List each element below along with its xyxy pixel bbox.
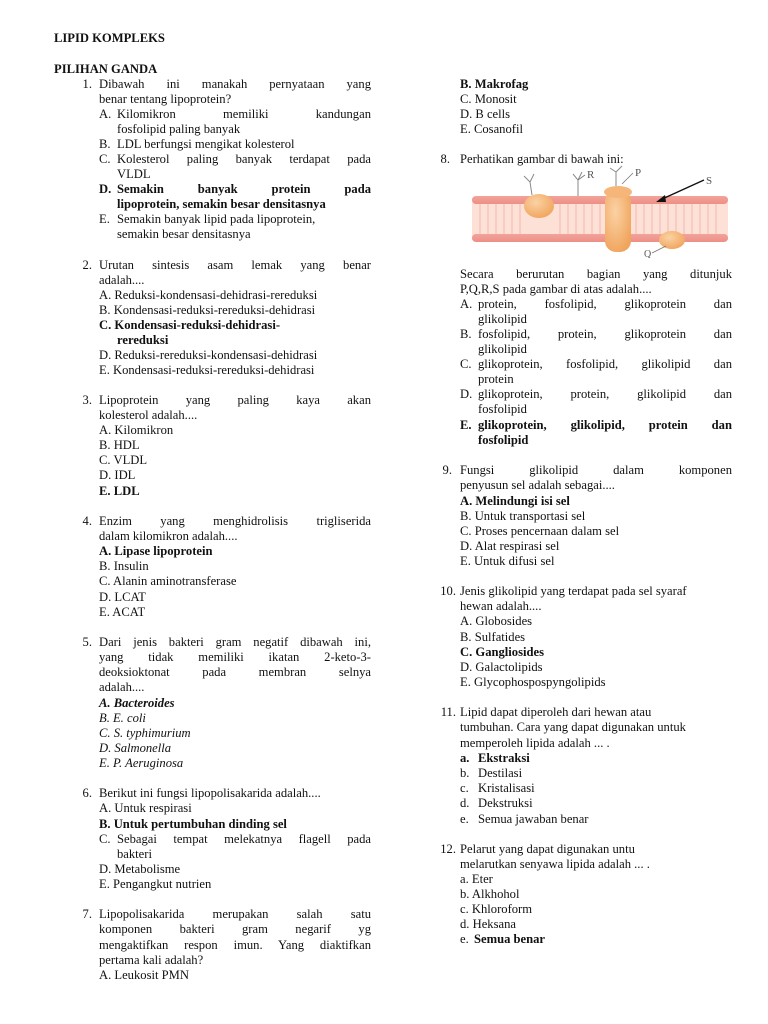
option-text: protein, fosfolipid, glikoprotein dan <box>478 297 732 311</box>
question-number: 7. <box>82 907 92 921</box>
option-e: E. Glycophospospyngolipids <box>460 675 606 689</box>
option-a: A. Melindungi isi sel <box>460 494 570 508</box>
figure-label-s: S <box>706 175 713 187</box>
option-d: D. Reduksi-rereduksi-kondensasi-dehidrasi <box>99 348 318 362</box>
option-a: A. Kilomikron <box>99 423 174 437</box>
question-text: Enzim yang menghidrolisis trigliserida <box>99 514 371 528</box>
option-letter: E. <box>99 212 110 226</box>
option-text: glikolipid <box>478 312 527 326</box>
option-a: A. Bacteroides <box>99 696 175 710</box>
option-e: E. Cosanofil <box>460 122 523 136</box>
option-letter: C. <box>99 152 111 166</box>
question-text: Lipopolisakarida merupakan salah satu <box>99 907 371 921</box>
option-letter-e: e. <box>460 932 469 946</box>
question-text: benar tentang lipoprotein? <box>99 92 232 106</box>
question-text: adalah.... <box>99 273 145 287</box>
question-text: Lipid dapat diperoleh dari hewan atau <box>460 705 652 719</box>
option-text: fosfolipid, protein, glikoprotein dan <box>478 327 732 341</box>
option-text: Kilomikron memiliki kandungan <box>117 107 371 121</box>
option-e: Semua benar <box>474 932 546 946</box>
option-letter: E. <box>460 418 472 432</box>
question-number: 1. <box>82 77 92 91</box>
question-text: Berikut ini fungsi lipopolisakarida adalah.... <box>99 786 321 800</box>
question-text: kolesterol adalah.... <box>99 408 198 422</box>
option-e: E. ACAT <box>99 605 146 619</box>
question-number: 10. <box>440 584 456 598</box>
option-d: d. Heksana <box>460 917 516 931</box>
page-title: LIPID KOMPLEKS <box>54 31 165 45</box>
question-text: memperoleh lipida adalah ... . <box>460 736 610 750</box>
option-c: C. Gangliosides <box>460 645 544 659</box>
question-text: Secara berurutan bagian yang ditunjuk <box>460 267 732 281</box>
option-b: b. Alkhohol <box>460 887 520 901</box>
section-heading: PILIHAN GANDA <box>54 62 158 76</box>
option-e: E. P. Aeruginosa <box>99 756 184 770</box>
option-letter-c: c. <box>460 781 469 795</box>
option-d: D. Metabolisme <box>99 862 181 876</box>
option-a: A. Leukosit PMN <box>99 968 189 982</box>
question-text: dalam kilomikron adalah.... <box>99 529 238 543</box>
option-text: LDL berfungsi mengikat kolesterol <box>117 137 295 151</box>
question-number: 6. <box>82 786 92 800</box>
option-a: Ekstraksi <box>478 751 530 765</box>
option-text: fosfolipid <box>478 433 529 447</box>
peripheral-protein-left <box>524 194 554 218</box>
integral-protein-top <box>604 186 632 198</box>
option-letter: B. <box>99 137 111 151</box>
option-b: B. Kondensasi-reduksi-rereduksi-dehidrasi <box>99 303 316 317</box>
cell-membrane-figure <box>470 164 730 258</box>
option-text: glikolipid <box>478 342 527 356</box>
figure-label-q: Q <box>644 249 652 258</box>
option-b: B. Insulin <box>99 559 149 573</box>
option-d: D. B cells <box>460 107 511 121</box>
option-text: fosfolipid paling banyak <box>117 122 241 136</box>
option-text: lipoprotein, semakin besar densitasnya <box>117 197 326 211</box>
option-d: D. Alat respirasi sel <box>460 539 560 553</box>
option-text: Sebagai tempat melekatnya flagell pada <box>117 832 371 846</box>
question-number: 3. <box>82 393 92 407</box>
option-d: D. Salmonella <box>99 741 172 755</box>
option-c: C. Proses pencernaan dalam sel <box>460 524 620 538</box>
option-e: E. Pengangkut nutrien <box>99 877 212 891</box>
question-text: melarutkan senyawa lipida adalah ... . <box>460 857 650 871</box>
option-d: D. Galactolipids <box>460 660 543 674</box>
option-text: Semakin banyak protein pada <box>117 182 371 196</box>
question-number: 5. <box>82 635 92 649</box>
option-c: C. Alanin aminotransferase <box>99 574 237 588</box>
option-letter: D. <box>99 182 112 196</box>
option-text: protein <box>478 372 514 386</box>
question-text: Jenis glikolipid yang terdapat pada sel syaraf <box>460 584 687 598</box>
option-letter: C. <box>99 832 111 846</box>
question-text: Dibawah ini manakah pernyataan yang <box>99 77 371 91</box>
option-b: B. HDL <box>99 438 140 452</box>
question-number: 8. <box>440 152 450 166</box>
question-text: pertama kali adalah? <box>99 953 204 967</box>
question-text: komponen bakteri gram negarif yg <box>99 922 371 936</box>
option-a: A. Lipase lipoprotein <box>99 544 213 558</box>
option-d: D. LCAT <box>99 590 146 604</box>
option-text: glikoprotein, glikolipid, protein dan <box>478 418 732 432</box>
option-b: Destilasi <box>478 766 523 780</box>
option-c: C. S. typhimurium <box>99 726 191 740</box>
question-text: Dari jenis bakteri gram negatif dibawah ini, <box>99 635 371 649</box>
peripheral-protein-bottom <box>659 231 685 249</box>
option-letter-e: e. <box>460 812 469 826</box>
question-number: 9. <box>442 463 452 477</box>
phospholipid-heads-top <box>472 196 728 204</box>
option-e: E. Kondensasi-reduksi-rereduksi-dehidrasi <box>99 363 315 377</box>
figure-label-r: R <box>587 169 595 181</box>
option-b: B. Sulfatides <box>460 630 526 644</box>
figure-label-p: P <box>635 167 642 179</box>
option-e: E. LDL <box>99 484 140 498</box>
question-text: Urutan sintesis asam lemak yang benar <box>99 258 371 272</box>
option-c: c. Khloroform <box>460 902 533 916</box>
option-e: E. Untuk difusi sel <box>460 554 555 568</box>
option-b: B. Makrofag <box>460 77 529 91</box>
option-letter: D. <box>460 387 473 401</box>
phospholipid-heads-bottom <box>472 234 728 242</box>
option-a: A. Reduksi-kondensasi-dehidrasi-rereduksi <box>99 288 318 302</box>
option-e: Semua jawaban benar <box>478 812 589 826</box>
option-text: fosfolipid <box>478 402 527 416</box>
option-text: glikoprotein, fosfolipid, glikolipid dan <box>478 357 732 371</box>
question-text: Pelarut yang dapat digunakan untu <box>460 842 635 856</box>
option-a: a. Eter <box>460 872 493 886</box>
question-text: tumbuhan. Cara yang dapat digunakan untuk <box>460 720 686 734</box>
question-text: mengaktifkan respon imun. Yang diaktifkan <box>99 938 371 952</box>
question-number: 2. <box>82 258 92 272</box>
option-text: Kolesterol paling banyak terdapat pada <box>117 152 371 166</box>
integral-protein <box>605 190 631 252</box>
question-number: 12. <box>440 842 456 856</box>
option-letter-b: b. <box>460 766 470 780</box>
question-text: Perhatikan gambar di bawah ini: <box>460 152 624 166</box>
option-b: B. Untuk pertumbuhan dinding sel <box>99 817 287 831</box>
option-c-cont: rereduksi <box>117 333 169 347</box>
option-letter: B. <box>460 327 472 341</box>
question-number: 11. <box>440 705 456 719</box>
option-c: C. VLDL <box>99 453 148 467</box>
question-text: Fungsi glikolipid dalam komponen <box>460 463 732 477</box>
question-text: hewan adalah.... <box>460 599 542 613</box>
option-letter: A. <box>460 297 473 311</box>
option-c: C. Kondensasi-reduksi-dehidrasi- <box>99 318 281 332</box>
option-letter: C. <box>460 357 472 371</box>
option-c: Kristalisasi <box>478 781 535 795</box>
option-b: B. Untuk transportasi sel <box>460 509 586 523</box>
option-text: bakteri <box>117 847 152 861</box>
option-d: D. IDL <box>99 468 136 482</box>
option-letter-a: a. <box>460 751 470 765</box>
question-text: penyusun sel adalah sebagai.... <box>460 478 615 492</box>
option-c: C. Monosit <box>460 92 517 106</box>
question-text: P,Q,R,S pada gambar di atas adalah.... <box>460 282 652 296</box>
option-text: semakin besar densitasnya <box>117 227 251 241</box>
option-letter: A. <box>99 107 112 121</box>
question-text: deoksioktonat pada membran selnya <box>99 665 371 679</box>
question-text: adalah.... <box>99 680 145 694</box>
option-d: Dekstruksi <box>478 796 533 810</box>
question-text: Lipoprotein yang paling kaya akan <box>99 393 371 407</box>
option-letter-d: d. <box>460 796 470 810</box>
option-b: B. E. coli <box>99 711 146 725</box>
option-text: glikoprotein, protein, glikolipid dan <box>478 387 732 401</box>
question-text: yang tidak memiliki ikatan 2-keto-3- <box>99 650 371 664</box>
option-text: Semakin banyak lipid pada lipoprotein, <box>117 212 316 226</box>
question-number: 4. <box>82 514 92 528</box>
option-a: A. Untuk respirasi <box>99 801 192 815</box>
option-a: A. Globosides <box>460 614 533 628</box>
option-text: VLDL <box>117 167 151 181</box>
